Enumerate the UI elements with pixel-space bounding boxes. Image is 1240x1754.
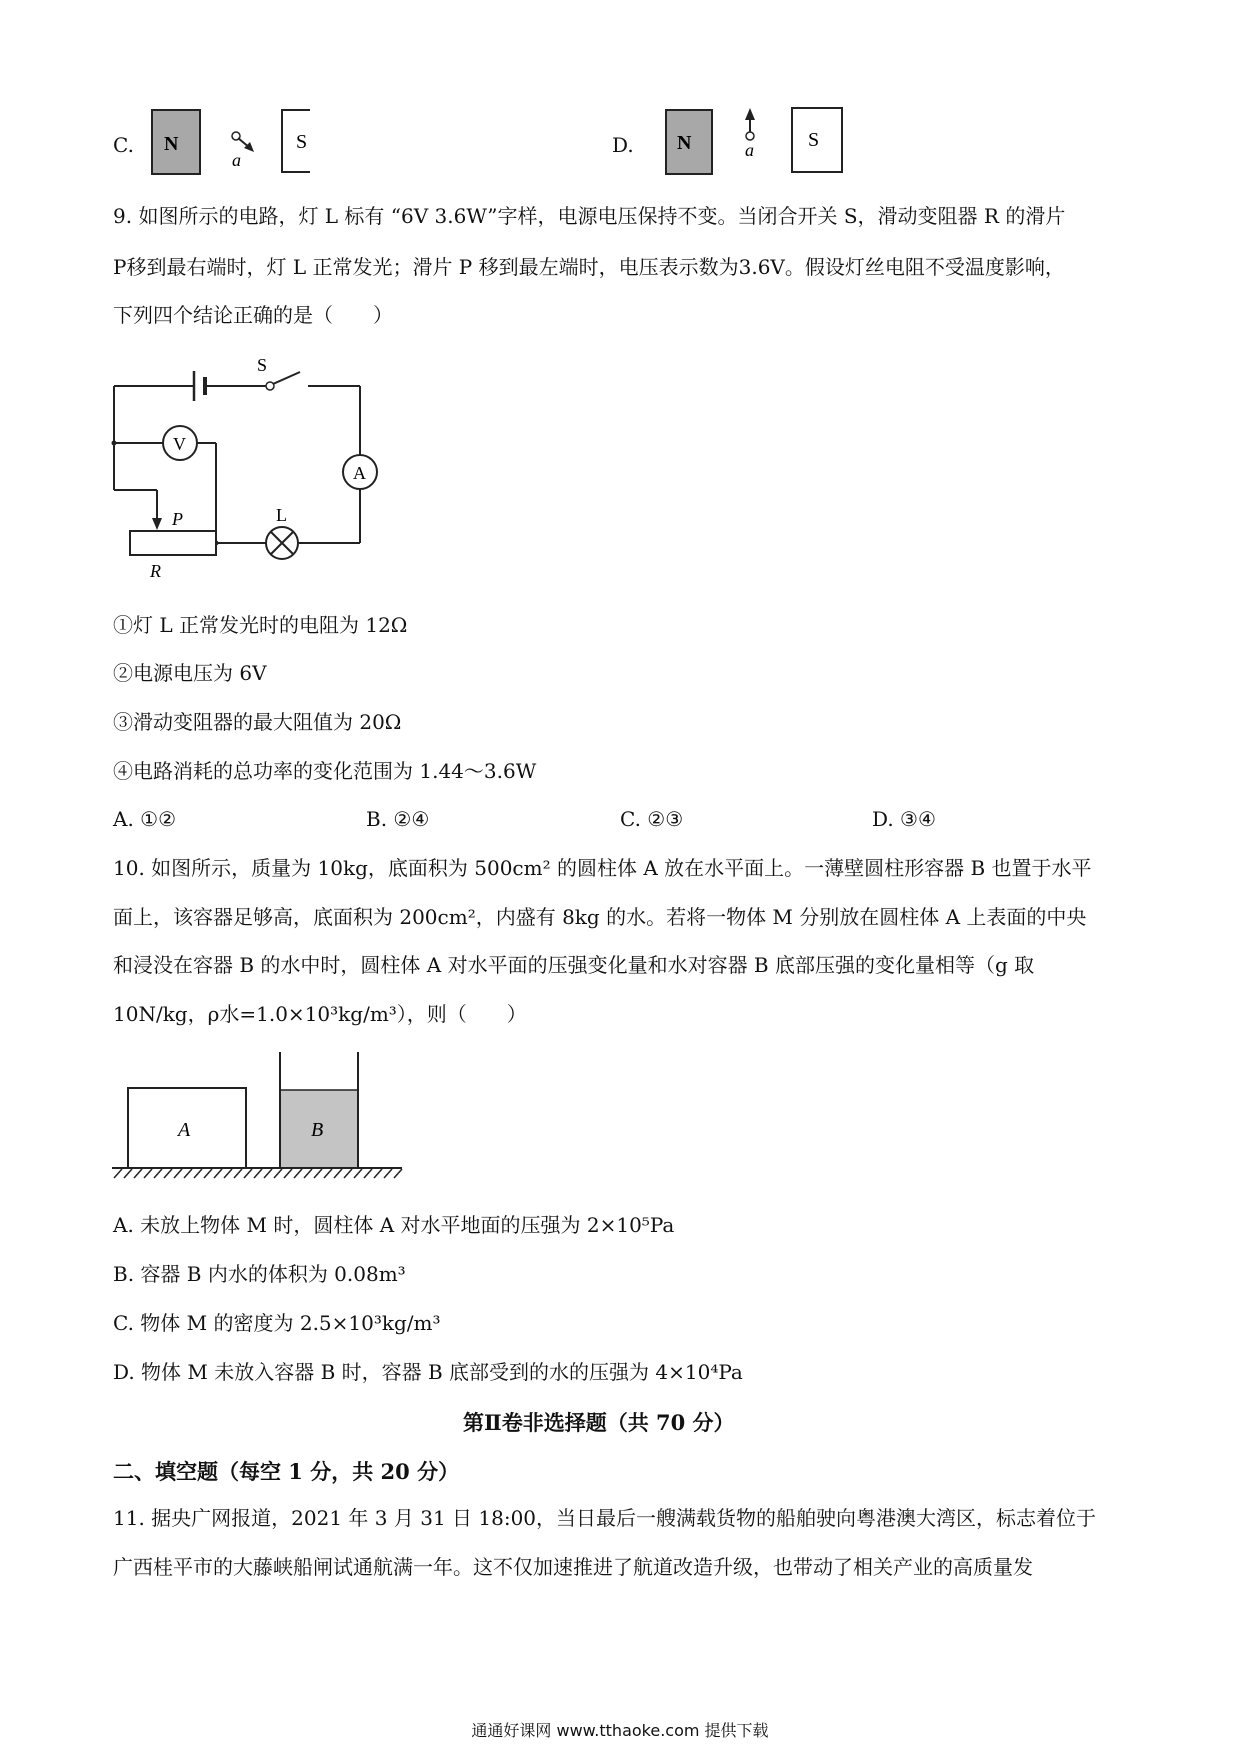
q9-text-line-3: 下列四个结论正确的是（ ）	[113, 303, 393, 327]
q9-option-d: D. ③④	[872, 807, 936, 831]
magnet-s-label: S	[808, 129, 820, 151]
option-c-label: C.	[113, 133, 134, 157]
slider-label: P	[172, 509, 183, 529]
q10-text-line-1: 10. 如图所示，质量为 10kg，底面积为 500cm² 的圆柱体 A 放在水平面上。一薄壁圆柱形容器 B 也置于水平	[113, 856, 1092, 880]
q10-option-a: A. 未放上物体 M 时，圆柱体 A 对水平地面的压强为 2×10⁵Pa	[113, 1213, 675, 1237]
footer-watermark: 通通好课网 www.tthaoke.com 提供下载	[471, 1721, 769, 1740]
magnet-n-label: N	[677, 132, 692, 154]
q9-option-b: B. ②④	[366, 807, 430, 831]
q9-circuit-diagram	[110, 355, 380, 590]
q8-figure-d	[664, 104, 854, 180]
q10-text-line-2: 面上，该容器足够高，底面积为 200cm²，内盛有 8kg 的水。若将一物体 M 分别放在圆柱体 A 上表面的中央	[113, 905, 1087, 929]
q10-text-line-4: 10N/kg，ρ水=1.0×10³kg/m³），则（ ）	[113, 1002, 527, 1026]
ground-hatching	[114, 1169, 402, 1178]
point-a-label: a	[232, 150, 241, 170]
point-a-label: a	[745, 140, 754, 160]
q10-option-c: C. 物体 M 的密度为 2.5×10³kg/m³	[113, 1311, 441, 1335]
magnet-n-label: N	[164, 133, 179, 155]
cylinder-a-label: A	[178, 1119, 191, 1141]
lamp-label: L	[276, 505, 287, 525]
q11-text-line-1: 11. 据央广网报道，2021 年 3 月 31 日 18:00，当日最后一艘满载货物的船舶驶向粤港澳大湾区，标志着位于	[113, 1506, 1097, 1530]
container-b-label: B	[311, 1119, 324, 1141]
part-title: 二、填空题（每空 1 分，共 20 分）	[113, 1459, 460, 1484]
q10-figure	[108, 1050, 408, 1185]
q9-statement-1: ①灯 L 正常发光时的电阻为 12Ω	[113, 613, 408, 637]
q10-option-b: B. 容器 B 内水的体积为 0.08m³	[113, 1262, 406, 1286]
option-d-label: D.	[612, 133, 634, 157]
q9-option-a: A. ①②	[113, 807, 177, 831]
ammeter-label: A	[353, 463, 366, 483]
q11-text-line-2: 广西桂平市的大藤峡船闸试通航满一年。这不仅加速推进了航道改造升级，也带动了相关产业的高质量发	[113, 1555, 1033, 1579]
rheostat	[130, 531, 216, 555]
q9-statement-2: ②电源电压为 6V	[113, 661, 267, 685]
switch-lever	[273, 372, 300, 384]
resistor-label: R	[150, 561, 161, 581]
q9-text-line-2: P移到最右端时，灯 L 正常发光；滑片 P 移到最左端时，电压表示数为3.6V。假设灯丝电阻不受温度影响，	[113, 255, 1065, 279]
q10-text-line-3: 和浸没在容器 B 的水中时，圆柱体 A 对水平面的压强变化量和水对容器 B 底部压强的变化量相等（g 取	[113, 953, 1035, 977]
q9-statement-4: ④电路消耗的总功率的变化范围为 1.44～3.6W	[113, 759, 537, 783]
switch-label: S	[257, 355, 268, 375]
q9-option-c: C. ②③	[620, 807, 684, 831]
q9-text-line-1: 9. 如图所示的电路，灯 L 标有 “6V 3.6W”字样，电源电压保持不变。当闭合开关 S，滑动变阻器 R 的滑片	[113, 204, 1066, 228]
slider-arrow	[152, 518, 162, 530]
section-title: 第Ⅱ卷非选择题（共 70 分）	[463, 1410, 735, 1435]
q8-figure-c	[150, 108, 310, 180]
voltmeter-label: V	[173, 434, 186, 454]
magnet-s-label: S	[296, 131, 308, 153]
q9-statement-3: ③滑动变阻器的最大阻值为 20Ω	[113, 710, 402, 734]
point-a-marker	[746, 132, 754, 140]
q10-option-d: D. 物体 M 未放入容器 B 时，容器 B 底部受到的水的压强为 4×10⁴Pa	[113, 1360, 743, 1384]
arrow-head	[745, 108, 755, 120]
